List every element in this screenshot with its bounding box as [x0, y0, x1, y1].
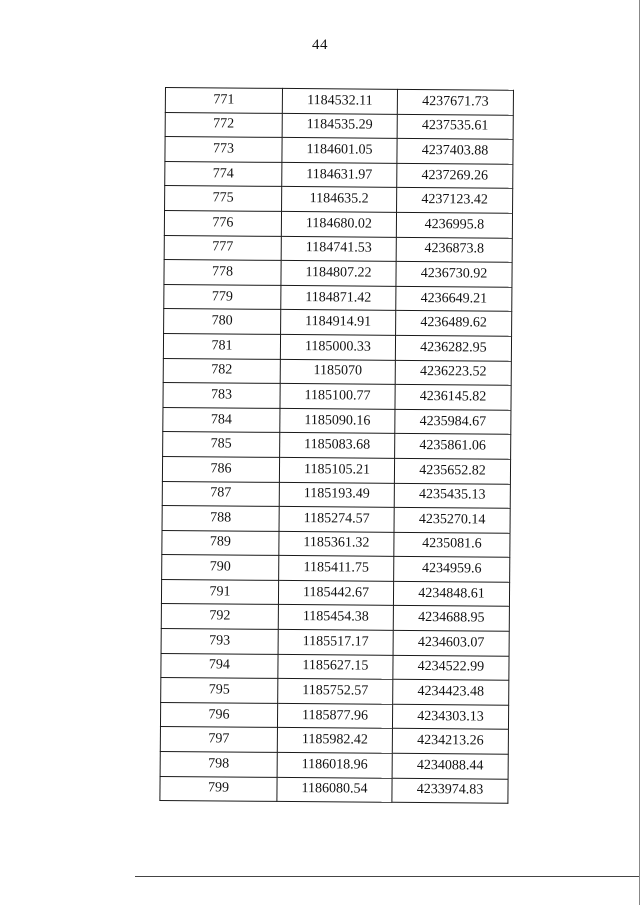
point-number-cell: 796: [160, 702, 277, 728]
point-number-cell: 787: [162, 481, 279, 507]
y-coordinate-cell: 4237123.42: [397, 188, 513, 214]
y-coordinate-cell: 4234088.44: [392, 753, 508, 779]
point-number-cell: 775: [165, 186, 282, 212]
table-row: [161, 579, 509, 606]
y-coordinate-cell: 4236489.62: [396, 311, 512, 337]
y-coordinate-cell: 4235081.6: [394, 532, 510, 558]
table-row: [161, 629, 509, 656]
table-row: [162, 555, 510, 582]
table-row: [163, 432, 511, 459]
point-number-cell: 781: [163, 333, 280, 359]
y-coordinate-cell: 4234213.26: [392, 729, 508, 755]
table-row: [162, 456, 510, 483]
x-coordinate-cell: 1185100.77: [280, 384, 395, 409]
y-coordinate-cell: 4236649.21: [396, 286, 512, 312]
y-coordinate-cell: 4234303.13: [392, 704, 508, 730]
x-coordinate-cell: 1185627.15: [278, 654, 393, 679]
table-row: [163, 383, 511, 410]
point-number-cell: 780: [164, 309, 281, 335]
x-coordinate-cell: 1185877.96: [277, 703, 392, 728]
x-coordinate-cell: 1185411.75: [279, 556, 394, 581]
table-row: [162, 481, 510, 508]
x-coordinate-cell: 1184680.02: [281, 211, 396, 236]
table-row: [163, 407, 511, 434]
coordinates-table-body: [160, 88, 514, 804]
x-coordinate-cell: 1184532.11: [282, 88, 397, 113]
y-coordinate-cell: 4234959.6: [394, 557, 510, 583]
table-row: [160, 776, 508, 803]
point-number-cell: 777: [164, 235, 281, 261]
table-row: [165, 112, 513, 139]
point-number-cell: 797: [160, 727, 277, 753]
x-coordinate-cell: 1184741.53: [281, 236, 396, 261]
x-coordinate-cell: 1185193.49: [279, 482, 394, 507]
point-number-cell: 771: [165, 88, 282, 114]
y-coordinate-cell: 4235652.82: [394, 458, 510, 484]
x-coordinate-cell: 1186080.54: [277, 777, 392, 802]
y-coordinate-cell: 4235270.14: [394, 507, 510, 533]
x-coordinate-cell: 1185274.57: [279, 507, 394, 532]
point-number-cell: 795: [161, 678, 278, 704]
point-number-cell: 772: [165, 112, 282, 138]
x-coordinate-cell: 1184807.22: [281, 261, 396, 286]
x-coordinate-cell: 1185000.33: [280, 334, 395, 359]
point-number-cell: 773: [165, 137, 282, 163]
y-coordinate-cell: 4234423.48: [393, 680, 509, 706]
x-coordinate-cell: 1185752.57: [278, 679, 393, 704]
table-row: [163, 333, 511, 360]
table-row: [164, 284, 512, 311]
x-coordinate-cell: 1185454.38: [278, 605, 393, 630]
table-row: [165, 137, 513, 164]
table-row: [162, 506, 510, 533]
x-coordinate-cell: 1185105.21: [279, 457, 394, 482]
point-number-cell: 791: [161, 579, 278, 605]
table-row: [161, 653, 509, 680]
table-row: [165, 88, 513, 115]
point-number-cell: 776: [164, 210, 281, 236]
y-coordinate-cell: 4236223.52: [395, 360, 511, 386]
y-coordinate-cell: 4234688.95: [393, 606, 509, 632]
y-coordinate-cell: 4236995.8: [396, 212, 512, 238]
point-number-cell: 786: [162, 456, 279, 482]
x-coordinate-cell: 1184871.42: [281, 285, 396, 310]
scan-edge-bottom: [135, 876, 640, 877]
y-coordinate-cell: 4236873.8: [396, 237, 512, 263]
y-coordinate-cell: 4237403.88: [397, 139, 513, 165]
point-number-cell: 799: [160, 776, 277, 802]
x-coordinate-cell: 1184535.29: [282, 113, 397, 138]
table-row: [165, 161, 513, 188]
y-coordinate-cell: 4237671.73: [397, 89, 513, 115]
y-coordinate-cell: 4234848.61: [393, 581, 509, 607]
point-number-cell: 774: [165, 161, 282, 187]
y-coordinate-cell: 4233974.83: [392, 778, 508, 804]
x-coordinate-cell: 1185517.17: [278, 629, 393, 654]
table-row: [161, 604, 509, 631]
y-coordinate-cell: 4237535.61: [397, 114, 513, 140]
table-row: [161, 678, 509, 705]
table-row: [164, 309, 512, 336]
x-coordinate-cell: 1185982.42: [277, 728, 392, 753]
x-coordinate-cell: 1184601.05: [282, 138, 397, 163]
y-coordinate-cell: 4236282.95: [395, 335, 511, 361]
point-number-cell: 784: [163, 407, 280, 433]
table-row: [165, 186, 513, 213]
point-number-cell: 785: [163, 432, 280, 458]
x-coordinate-cell: 1185083.68: [280, 433, 395, 458]
y-coordinate-cell: 4235984.67: [395, 409, 511, 435]
point-number-cell: 778: [164, 260, 281, 286]
y-coordinate-cell: 4235435.13: [394, 483, 510, 509]
point-number-cell: 789: [162, 530, 279, 556]
point-number-cell: 798: [160, 752, 277, 778]
x-coordinate-cell: 1184914.91: [281, 310, 396, 335]
point-number-cell: 790: [162, 555, 279, 581]
table-row: [164, 260, 512, 287]
y-coordinate-cell: 4236730.92: [396, 261, 512, 287]
table-row: [164, 210, 512, 237]
table-row: [163, 358, 511, 385]
x-coordinate-cell: 1185361.32: [279, 531, 394, 556]
x-coordinate-cell: 1186018.96: [277, 752, 392, 777]
point-number-cell: 794: [161, 653, 278, 679]
table-row: [160, 752, 508, 779]
table-row: [162, 530, 510, 557]
point-number-cell: 792: [161, 604, 278, 630]
y-coordinate-cell: 4234603.07: [393, 630, 509, 656]
point-number-cell: 783: [163, 383, 280, 409]
coordinates-table: [159, 87, 514, 804]
x-coordinate-cell: 1185442.67: [278, 580, 393, 605]
x-coordinate-cell: 1185070: [280, 359, 395, 384]
page-number: 44: [312, 37, 328, 53]
point-number-cell: 779: [164, 284, 281, 310]
x-coordinate-cell: 1184631.97: [282, 162, 397, 187]
x-coordinate-cell: 1185090.16: [280, 408, 395, 433]
y-coordinate-cell: 4237269.26: [397, 163, 513, 189]
table-row: [160, 727, 508, 754]
x-coordinate-cell: 1184635.2: [282, 187, 397, 212]
point-number-cell: 782: [163, 358, 280, 384]
y-coordinate-cell: 4236145.82: [395, 384, 511, 410]
y-coordinate-cell: 4235861.06: [395, 434, 511, 460]
table-row: [164, 235, 512, 262]
table-row: [160, 702, 508, 729]
point-number-cell: 793: [161, 629, 278, 655]
point-number-cell: 788: [162, 506, 279, 532]
y-coordinate-cell: 4234522.99: [393, 655, 509, 681]
